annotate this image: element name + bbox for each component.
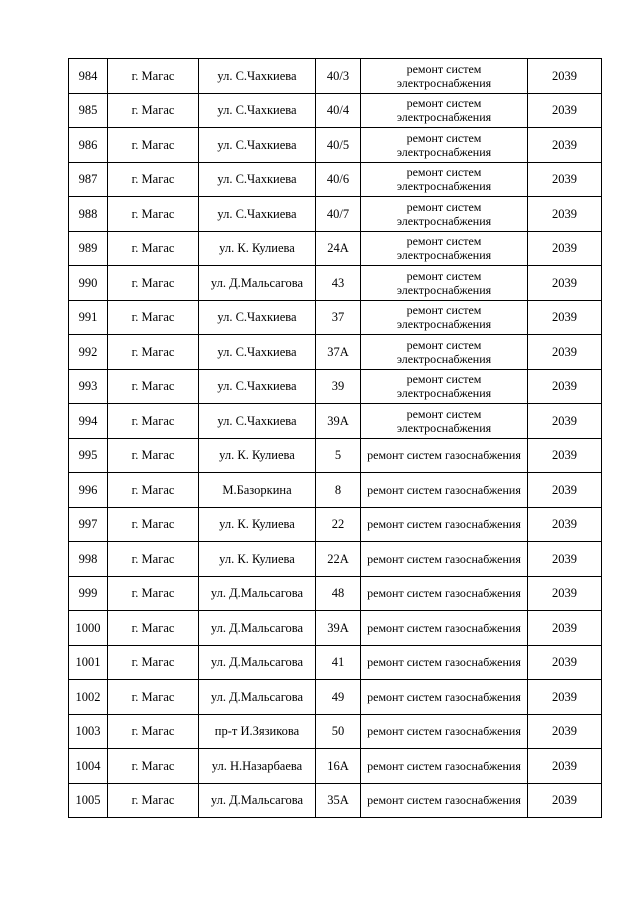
year-cell: 2039 (528, 542, 602, 577)
table-row (69, 680, 602, 715)
row-number-cell: 991 (69, 300, 108, 335)
row-number-cell: 999 (69, 576, 108, 611)
street-cell: ул. С.Чахкиева (199, 197, 316, 232)
year-cell: 2039 (528, 645, 602, 680)
street-cell: пр-т И.Зязикова (199, 714, 316, 749)
street-cell: ул. С.Чахкиева (199, 300, 316, 335)
street-cell: ул. К. Кулиева (199, 507, 316, 542)
city-cell: г. Магас (108, 542, 199, 577)
table-row (69, 404, 602, 439)
row-number-cell: 992 (69, 335, 108, 370)
row-number-cell: 1002 (69, 680, 108, 715)
street-cell: ул. К. Кулиева (199, 231, 316, 266)
city-cell: г. Магас (108, 197, 199, 232)
work-type-cell: ремонт систем электроснабжения (361, 335, 528, 370)
row-number-cell: 1001 (69, 645, 108, 680)
table-row (69, 714, 602, 749)
row-number-cell: 990 (69, 266, 108, 301)
house-number-cell: 22 (316, 507, 361, 542)
table-row (69, 300, 602, 335)
year-cell: 2039 (528, 128, 602, 163)
table-row (69, 473, 602, 508)
city-cell: г. Магас (108, 231, 199, 266)
row-number-cell: 985 (69, 93, 108, 128)
house-number-cell: 24А (316, 231, 361, 266)
work-type-cell: ремонт систем газоснабжения (361, 507, 528, 542)
city-cell: г. Магас (108, 59, 199, 94)
table-row (69, 749, 602, 784)
row-number-cell: 994 (69, 404, 108, 439)
table-row (69, 645, 602, 680)
house-number-cell: 22А (316, 542, 361, 577)
city-cell: г. Магас (108, 162, 199, 197)
year-cell: 2039 (528, 507, 602, 542)
table-row (69, 197, 602, 232)
table-row (69, 369, 602, 404)
work-type-cell: ремонт систем газоснабжения (361, 542, 528, 577)
street-cell: ул. С.Чахкиева (199, 59, 316, 94)
year-cell: 2039 (528, 749, 602, 784)
city-cell: г. Магас (108, 266, 199, 301)
city-cell: г. Магас (108, 128, 199, 163)
city-cell: г. Магас (108, 680, 199, 715)
year-cell: 2039 (528, 404, 602, 439)
year-cell: 2039 (528, 93, 602, 128)
year-cell: 2039 (528, 369, 602, 404)
house-number-cell: 37 (316, 300, 361, 335)
table-row (69, 162, 602, 197)
year-cell: 2039 (528, 266, 602, 301)
work-type-cell: ремонт систем газоснабжения (361, 783, 528, 818)
city-cell: г. Магас (108, 507, 199, 542)
row-number-cell: 998 (69, 542, 108, 577)
house-number-cell: 48 (316, 576, 361, 611)
city-cell: г. Магас (108, 576, 199, 611)
work-type-cell: ремонт систем газоснабжения (361, 611, 528, 646)
house-number-cell: 40/6 (316, 162, 361, 197)
house-number-cell: 50 (316, 714, 361, 749)
street-cell: ул. Д.Мальсагова (199, 645, 316, 680)
work-type-cell: ремонт систем газоснабжения (361, 749, 528, 784)
year-cell: 2039 (528, 473, 602, 508)
city-cell: г. Магас (108, 714, 199, 749)
row-number-cell: 993 (69, 369, 108, 404)
work-type-cell: ремонт систем газоснабжения (361, 714, 528, 749)
year-cell: 2039 (528, 680, 602, 715)
work-type-cell: ремонт систем электроснабжения (361, 93, 528, 128)
street-cell: ул. С.Чахкиева (199, 93, 316, 128)
work-type-cell: ремонт систем электроснабжения (361, 369, 528, 404)
work-type-cell: ремонт систем газоснабжения (361, 645, 528, 680)
work-type-cell: ремонт систем газоснабжения (361, 680, 528, 715)
work-type-cell: ремонт систем электроснабжения (361, 128, 528, 163)
street-cell: ул. Д.Мальсагова (199, 576, 316, 611)
year-cell: 2039 (528, 783, 602, 818)
city-cell: г. Магас (108, 611, 199, 646)
table-row (69, 335, 602, 370)
city-cell: г. Магас (108, 404, 199, 439)
row-number-cell: 986 (69, 128, 108, 163)
row-number-cell: 984 (69, 59, 108, 94)
house-number-cell: 41 (316, 645, 361, 680)
street-cell: ул. Д.Мальсагова (199, 783, 316, 818)
work-type-cell: ремонт систем газоснабжения (361, 576, 528, 611)
work-type-cell: ремонт систем электроснабжения (361, 197, 528, 232)
street-cell: ул. Д.Мальсагова (199, 611, 316, 646)
work-type-cell: ремонт систем электроснабжения (361, 300, 528, 335)
work-type-cell: ремонт систем электроснабжения (361, 231, 528, 266)
work-type-cell: ремонт систем электроснабжения (361, 162, 528, 197)
year-cell: 2039 (528, 611, 602, 646)
year-cell: 2039 (528, 335, 602, 370)
street-cell: М.Базоркина (199, 473, 316, 508)
street-cell: ул. С.Чахкиева (199, 369, 316, 404)
city-cell: г. Магас (108, 438, 199, 473)
table-row (69, 542, 602, 577)
city-cell: г. Магас (108, 300, 199, 335)
row-number-cell: 997 (69, 507, 108, 542)
table-body (69, 59, 602, 818)
row-number-cell: 1000 (69, 611, 108, 646)
table-row (69, 59, 602, 94)
city-cell: г. Магас (108, 93, 199, 128)
city-cell: г. Магас (108, 473, 199, 508)
house-number-cell: 40/7 (316, 197, 361, 232)
row-number-cell: 995 (69, 438, 108, 473)
house-number-cell: 39А (316, 611, 361, 646)
street-cell: ул. С.Чахкиева (199, 162, 316, 197)
table-row (69, 438, 602, 473)
row-number-cell: 988 (69, 197, 108, 232)
work-type-cell: ремонт систем газоснабжения (361, 473, 528, 508)
year-cell: 2039 (528, 300, 602, 335)
city-cell: г. Магас (108, 783, 199, 818)
row-number-cell: 1004 (69, 749, 108, 784)
year-cell: 2039 (528, 714, 602, 749)
table-row (69, 93, 602, 128)
house-number-cell: 39А (316, 404, 361, 439)
table-row (69, 611, 602, 646)
year-cell: 2039 (528, 197, 602, 232)
street-cell: ул. С.Чахкиева (199, 128, 316, 163)
house-number-cell: 16А (316, 749, 361, 784)
table-row (69, 231, 602, 266)
row-number-cell: 989 (69, 231, 108, 266)
row-number-cell: 987 (69, 162, 108, 197)
table-row (69, 783, 602, 818)
work-type-cell: ремонт систем газоснабжения (361, 438, 528, 473)
city-cell: г. Магас (108, 335, 199, 370)
work-type-cell: ремонт систем электроснабжения (361, 266, 528, 301)
work-type-cell: ремонт систем электроснабжения (361, 59, 528, 94)
street-cell: ул. С.Чахкиева (199, 335, 316, 370)
house-number-cell: 5 (316, 438, 361, 473)
repair-schedule-table (68, 58, 602, 818)
city-cell: г. Магас (108, 749, 199, 784)
year-cell: 2039 (528, 59, 602, 94)
house-number-cell: 35А (316, 783, 361, 818)
table-row (69, 128, 602, 163)
house-number-cell: 40/3 (316, 59, 361, 94)
year-cell: 2039 (528, 576, 602, 611)
street-cell: ул. Д.Мальсагова (199, 266, 316, 301)
house-number-cell: 49 (316, 680, 361, 715)
house-number-cell: 8 (316, 473, 361, 508)
house-number-cell: 40/5 (316, 128, 361, 163)
row-number-cell: 996 (69, 473, 108, 508)
city-cell: г. Магас (108, 645, 199, 680)
street-cell: ул. К. Кулиева (199, 542, 316, 577)
row-number-cell: 1003 (69, 714, 108, 749)
street-cell: ул. С.Чахкиева (199, 404, 316, 439)
year-cell: 2039 (528, 162, 602, 197)
street-cell: ул. Д.Мальсагова (199, 680, 316, 715)
house-number-cell: 39 (316, 369, 361, 404)
street-cell: ул. Н.Назарбаева (199, 749, 316, 784)
house-number-cell: 43 (316, 266, 361, 301)
table-row (69, 266, 602, 301)
house-number-cell: 37А (316, 335, 361, 370)
table-row (69, 576, 602, 611)
year-cell: 2039 (528, 438, 602, 473)
row-number-cell: 1005 (69, 783, 108, 818)
table-row (69, 507, 602, 542)
work-type-cell: ремонт систем электроснабжения (361, 404, 528, 439)
city-cell: г. Магас (108, 369, 199, 404)
street-cell: ул. К. Кулиева (199, 438, 316, 473)
house-number-cell: 40/4 (316, 93, 361, 128)
year-cell: 2039 (528, 231, 602, 266)
